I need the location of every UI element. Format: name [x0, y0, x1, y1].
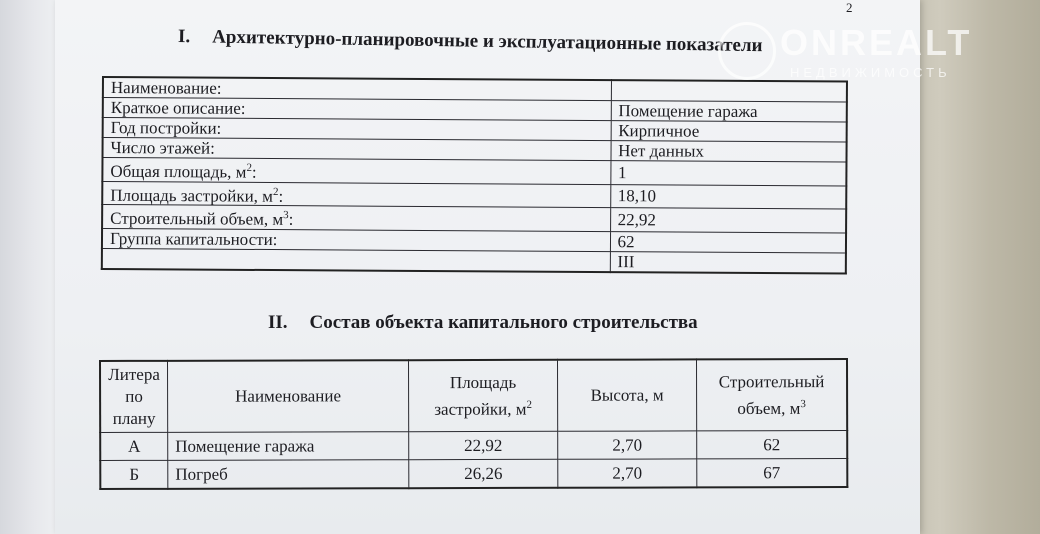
- cell-litera: Б: [100, 460, 168, 489]
- indicators-table: [101, 76, 848, 275]
- cell-volume: 67: [697, 459, 848, 488]
- cell-height: 2,70: [558, 459, 697, 488]
- cell-height: 2,70: [558, 431, 697, 459]
- indicator-label: Площадь застройки, $м^2$:: [102, 181, 610, 208]
- table-row: [100, 459, 847, 489]
- indicator-value: 22,92: [610, 208, 846, 233]
- indicator-value: III: [610, 252, 846, 274]
- header-name: Наименование: [168, 360, 409, 432]
- section-2-heading: Состав объекта капитального строительства: [309, 312, 698, 333]
- indicator-value: 62: [610, 232, 846, 253]
- table-row: [100, 431, 847, 461]
- watermark-subtitle: НЕДВИЖИМОСТЬ: [790, 65, 951, 80]
- indicator-value: [611, 80, 847, 102]
- indicator-value: Кирпичное: [611, 121, 847, 142]
- header-volume: Строительный объем, $м^3$: [697, 359, 848, 431]
- indicator-label: Строительный объем, $м^3$:: [102, 205, 610, 232]
- indicator-label: Краткое описание:: [103, 98, 611, 121]
- section-1-number: I.: [177, 26, 191, 48]
- section-2-title: [268, 312, 698, 334]
- indicator-value: Помещение гаража: [611, 101, 847, 122]
- header-area: Площадь застройки, $м^2$: [409, 360, 558, 432]
- desk-left-edge: [0, 0, 58, 534]
- indicator-label: [102, 248, 610, 272]
- indicator-label: Общая площадь, $м^2$:: [102, 158, 610, 185]
- indicator-value: 1: [610, 161, 846, 186]
- indicator-value: Нет данных: [611, 141, 847, 162]
- table-row: [102, 248, 846, 273]
- watermark-brand: ONREALT: [780, 22, 973, 63]
- composition-table: [99, 358, 848, 490]
- indicator-label: Группа капитальности:: [102, 228, 610, 251]
- indicator-label: Наименование:: [103, 77, 611, 101]
- table-header-row: [100, 359, 847, 432]
- section-2-number: II.: [268, 312, 288, 333]
- indicator-label: Число этажей:: [103, 138, 611, 161]
- cell-name: Помещение гаража: [168, 432, 409, 461]
- page-number: 2: [846, 0, 853, 15]
- header-litera: Литера по плану: [100, 361, 168, 433]
- cell-litera: А: [100, 432, 168, 460]
- indicator-label: Год постройки:: [103, 118, 611, 141]
- cell-area: 22,92: [409, 431, 558, 459]
- desk-right-edge: [915, 0, 1040, 534]
- cell-volume: 62: [697, 431, 848, 459]
- watermark-logo-icon: [718, 22, 776, 80]
- cell-area: 26,26: [409, 459, 558, 488]
- indicator-value: 18,10: [610, 184, 846, 209]
- cell-name: Погреб: [168, 460, 409, 489]
- header-height: Высота, м: [558, 359, 697, 431]
- section-1-heading: Архитектурно-планировочные и эксплуатационные показатели: [211, 26, 763, 57]
